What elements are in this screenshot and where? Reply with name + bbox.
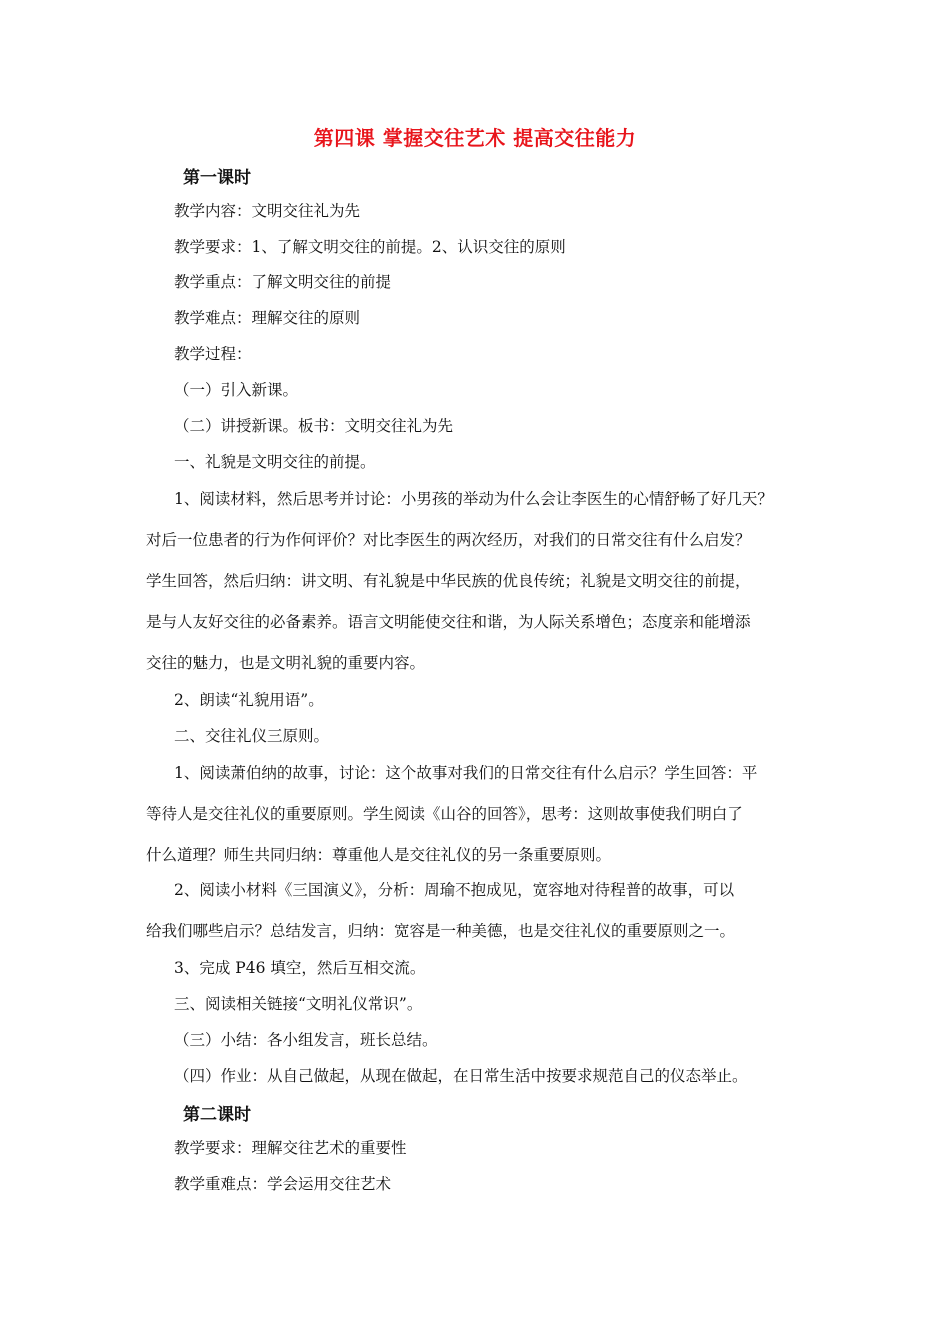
teaching-requirements-2: 教学要求：理解交往艺术的重要性 <box>174 1139 407 1157</box>
paragraph-line: 1、阅读萧伯纳的故事，讨论：这个故事对我们的日常交往有什么启示？学生回答：平 <box>174 764 758 782</box>
step-1: （一）引入新课。 <box>174 381 299 399</box>
paragraph-line: 什么道理？师生共同归纳：尊重他人是交往礼仪的另一条重要原则。 <box>146 846 612 864</box>
teaching-content: 教学内容：文明交往礼为先 <box>174 202 361 220</box>
part-2-heading: 二、交往礼仪三原则。 <box>174 727 330 745</box>
part-3-heading: 三、阅读相关链接“文明礼仪常识”。 <box>174 995 423 1013</box>
lesson-title: 第四课 掌握交往艺术 提高交往能力 <box>313 126 637 150</box>
teaching-key-points-2: 教学重难点：学会运用交往艺术 <box>174 1175 392 1193</box>
section-heading-1: 第一课时 <box>183 168 251 188</box>
paragraph-line: 对后一位患者的行为作何评价？对比李医生的两次经历，对我们的日常交往有什么启发？ <box>146 531 751 549</box>
paragraph-line: 交往的魅力，也是文明礼貌的重要内容。 <box>146 654 426 672</box>
paragraph-line: 学生回答，然后归纳：讲文明、有礼貌是中华民族的优良传统；礼貌是文明交往的前提， <box>146 572 751 590</box>
paragraph-line: 等待人是交往礼仪的重要原则。学生阅读《山谷的回答》，思考：这则故事使我们明白了 <box>146 805 743 823</box>
paragraph-line: 是与人友好交往的必备素养。语言文明能使交往和谐，为人际关系增色；态度亲和能增添 <box>146 613 751 631</box>
teaching-requirements: 教学要求：1、了解文明交往的前提。2、认识交往的原则 <box>174 238 566 256</box>
step-3: （三）小结：各小组发言，班长总结。 <box>174 1031 438 1049</box>
paragraph-line: 2、阅读小材料《三国演义》，分析：周瑜不抱成见，宽容地对待程普的故事，可以 <box>174 881 735 899</box>
teaching-difficulty: 教学难点：理解交往的原则 <box>174 309 361 327</box>
paragraph-line: 给我们哪些启示？总结发言，归纳：宽容是一种美德，也是交往礼仪的重要原则之一。 <box>146 922 736 940</box>
paragraph-2: 2、朗读“礼貌用语”。 <box>174 691 324 709</box>
section-heading-2: 第二课时 <box>183 1105 251 1125</box>
part-1-heading: 一、礼貌是文明交往的前提。 <box>174 453 376 471</box>
teaching-focus: 教学重点：了解文明交往的前提 <box>174 273 392 291</box>
step-4: （四）作业：从自己做起，从现在做起，在日常生活中按要求规范自己的仪态举止。 <box>174 1067 748 1085</box>
paragraph-line: 1、阅读材料，然后思考并讨论：小男孩的举动为什么会让李医生的心情舒畅了好几天？ <box>174 490 773 508</box>
paragraph-5: 3、完成 P46 填空，然后互相交流。 <box>174 959 426 977</box>
teaching-process: 教学过程： <box>174 345 252 363</box>
step-2: （二）讲授新课。板书：文明交往礼为先 <box>174 417 454 435</box>
